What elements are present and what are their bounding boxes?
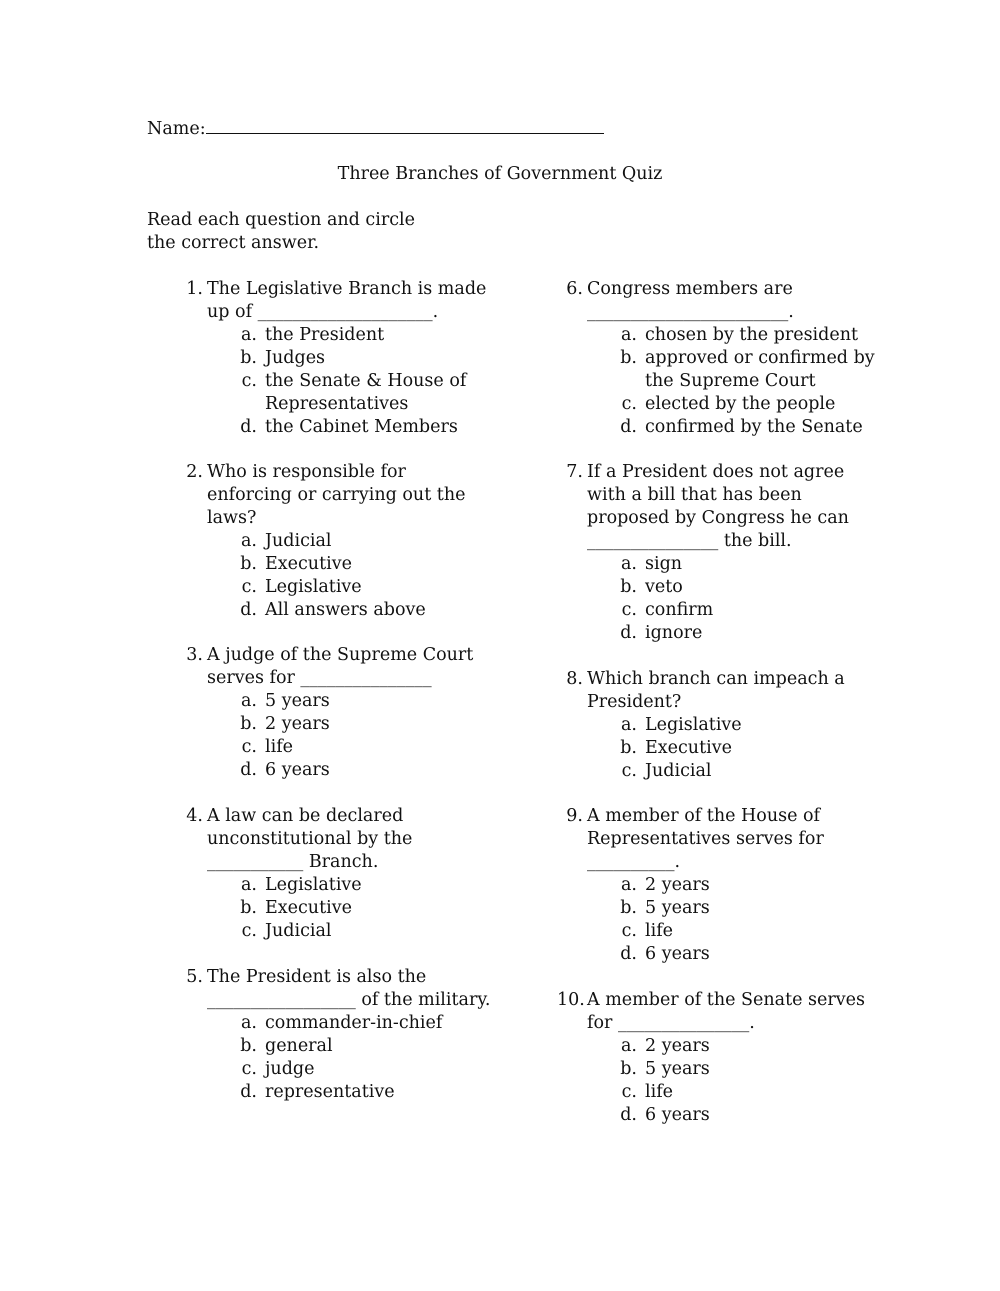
- answer-option-b[interactable]: [615, 737, 875, 760]
- option-text: 5 years: [645, 898, 710, 918]
- option-letter: c.: [241, 577, 257, 597]
- question-text-line: Who is responsible for: [207, 462, 406, 482]
- option-text: 2 years: [645, 875, 710, 895]
- question-text: [207, 644, 482, 690]
- answer-option-a[interactable]: [615, 714, 875, 737]
- option-letter: d.: [240, 1082, 257, 1102]
- option-letter: a.: [241, 875, 257, 895]
- option-text: Judicial: [645, 761, 712, 781]
- answer-options: [615, 553, 875, 645]
- name-field[interactable]: [147, 117, 604, 141]
- option-text: representative: [265, 1082, 395, 1102]
- question-text-line: serves for _______________: [207, 668, 432, 688]
- question-text: [207, 966, 491, 1012]
- question-text-line: laws?: [207, 508, 257, 528]
- option-letter: a.: [241, 325, 257, 345]
- answer-option-c[interactable]: [615, 599, 875, 622]
- instructions: Read each question and circle the correct answer.: [147, 210, 415, 253]
- option-letter: d.: [620, 944, 637, 964]
- question-text-line: __________.: [587, 852, 681, 872]
- name-blank-line[interactable]: [206, 117, 604, 134]
- option-text: 2 years: [265, 714, 330, 734]
- answer-option-a[interactable]: [615, 324, 875, 347]
- answer-option-a[interactable]: [235, 690, 495, 713]
- answer-option-c[interactable]: [235, 576, 495, 599]
- option-text: Judicial: [265, 531, 332, 551]
- option-letter: a.: [241, 1013, 257, 1033]
- option-letter: b.: [620, 577, 637, 597]
- question-number: 2.: [186, 462, 203, 482]
- answer-options: [235, 1012, 495, 1104]
- option-letter: d.: [240, 600, 257, 620]
- question-text-line: unconstitutional by the: [207, 829, 413, 849]
- question-text-line: ___________ Branch.: [207, 852, 379, 872]
- option-text: judge: [265, 1059, 315, 1079]
- question-text: [207, 805, 482, 874]
- option-letter: a.: [621, 875, 637, 895]
- option-text: confirmed by the Senate: [645, 417, 863, 437]
- option-letter: b.: [240, 348, 257, 368]
- answer-option-d[interactable]: [615, 1104, 875, 1127]
- option-letter: a.: [621, 715, 637, 735]
- question-text-line: proposed by Congress he can: [587, 508, 849, 528]
- answer-option-d[interactable]: [235, 1081, 495, 1104]
- question-text-line: Representatives serves for: [587, 829, 824, 849]
- answer-option-b[interactable]: [235, 897, 495, 920]
- option-text: life: [645, 1082, 674, 1102]
- option-text: confirm: [645, 600, 714, 620]
- question-text-line: _______________________.: [587, 302, 794, 322]
- option-letter: b.: [240, 554, 257, 574]
- option-letter: d.: [620, 417, 637, 437]
- option-text: sign: [645, 554, 683, 574]
- option-letter: c.: [621, 921, 637, 941]
- question-text-line: _______________ the bill.: [587, 531, 792, 551]
- option-letter: b.: [240, 714, 257, 734]
- question-text-line: The President is also the: [207, 967, 427, 987]
- answer-option-b[interactable]: [615, 347, 875, 393]
- question-text: [587, 461, 862, 553]
- question-text-line: for _______________.: [587, 1013, 755, 1033]
- answer-option-c[interactable]: [235, 370, 495, 416]
- option-letter: d.: [240, 760, 257, 780]
- answer-options: [235, 874, 495, 943]
- answer-option-c[interactable]: [615, 920, 875, 943]
- option-letter: a.: [621, 1036, 637, 1056]
- page-title: Three Branches of Government Quiz: [337, 164, 663, 184]
- question-text-line: A law can be declared: [207, 806, 404, 826]
- option-text: life: [645, 921, 674, 941]
- question-number: 9.: [566, 806, 583, 826]
- question-text-line: President?: [587, 692, 682, 712]
- question-number: 7.: [566, 462, 583, 482]
- option-text: Executive: [265, 898, 352, 918]
- option-letter: c.: [241, 921, 257, 941]
- answer-option-c[interactable]: [235, 1058, 495, 1081]
- option-letter: d.: [240, 417, 257, 437]
- answer-option-b[interactable]: [235, 347, 495, 370]
- answer-option-a[interactable]: [235, 1012, 495, 1035]
- question-text: [207, 461, 482, 530]
- answer-option-b[interactable]: [235, 713, 495, 736]
- answer-option-d[interactable]: [235, 759, 495, 782]
- answer-options: [235, 324, 495, 439]
- answer-options: [235, 530, 495, 622]
- option-text: 6 years: [265, 760, 330, 780]
- option-text: general: [265, 1036, 333, 1056]
- option-letter: d.: [620, 623, 637, 643]
- answer-option-c[interactable]: [615, 760, 875, 783]
- answer-options: [235, 690, 495, 782]
- option-text: commander-in-chief: [265, 1013, 443, 1033]
- answer-option-d[interactable]: [235, 416, 495, 439]
- answer-option-d[interactable]: [615, 943, 875, 966]
- option-text: Executive: [265, 554, 352, 574]
- question-number: 10.: [557, 990, 585, 1010]
- option-letter: b.: [620, 1059, 637, 1079]
- option-letter: a.: [621, 554, 637, 574]
- option-text: All answers above: [265, 600, 426, 620]
- question-number: 4.: [186, 806, 203, 826]
- question-text: [587, 668, 862, 714]
- option-text: elected by the people: [645, 394, 836, 414]
- option-letter: c.: [621, 1082, 637, 1102]
- option-text: Judges: [265, 348, 326, 368]
- answer-options: [615, 714, 875, 783]
- question-text-line: enforcing or carrying out the: [207, 485, 466, 505]
- option-letter: c.: [241, 1059, 257, 1079]
- answer-option-c[interactable]: [615, 1081, 875, 1104]
- answer-option-b[interactable]: [615, 576, 875, 599]
- question-text: [587, 989, 865, 1035]
- question-number: 1.: [186, 279, 203, 299]
- option-text: ignore: [645, 623, 703, 643]
- question-text-line: Which branch can impeach a: [587, 669, 845, 689]
- answer-options: [615, 874, 875, 966]
- question-text-line: Congress members are: [587, 279, 793, 299]
- question-text: [587, 805, 862, 874]
- option-text: approved or confirmed by the Supreme Court: [645, 348, 875, 391]
- option-letter: b.: [240, 898, 257, 918]
- answer-option-a[interactable]: [615, 874, 875, 897]
- option-text: chosen by the president: [645, 325, 859, 345]
- option-letter: b.: [240, 1036, 257, 1056]
- question-text-line: A member of the House of: [587, 806, 821, 826]
- answer-option-a[interactable]: [615, 1035, 875, 1058]
- option-text: the Senate & House of Representatives: [265, 371, 467, 414]
- question-text: [207, 278, 487, 324]
- option-letter: b.: [620, 348, 637, 368]
- question-number: 8.: [566, 669, 583, 689]
- answer-option-d[interactable]: [615, 622, 875, 645]
- option-letter: b.: [620, 898, 637, 918]
- option-text: 5 years: [645, 1059, 710, 1079]
- question-number: 5.: [186, 967, 203, 987]
- option-letter: d.: [620, 1105, 637, 1125]
- answer-option-d[interactable]: [235, 599, 495, 622]
- question-text: [587, 278, 862, 324]
- name-label: Name:: [147, 119, 206, 139]
- answer-option-a[interactable]: [235, 530, 495, 553]
- option-text: 5 years: [265, 691, 330, 711]
- answer-option-b[interactable]: [615, 897, 875, 920]
- option-text: 2 years: [645, 1036, 710, 1056]
- option-letter: c.: [241, 371, 257, 391]
- question-text-line: with a bill that has been: [587, 485, 802, 505]
- option-text: the President: [265, 325, 385, 345]
- question-number: 6.: [566, 279, 583, 299]
- answer-option-c[interactable]: [615, 393, 875, 416]
- option-text: Legislative: [265, 577, 362, 597]
- option-text: Legislative: [645, 715, 742, 735]
- answer-option-c[interactable]: [235, 920, 495, 943]
- answer-option-b[interactable]: [235, 1035, 495, 1058]
- option-text: Executive: [645, 738, 732, 758]
- option-letter: a.: [241, 691, 257, 711]
- answer-option-a[interactable]: [235, 324, 495, 347]
- option-text: Legislative: [265, 875, 362, 895]
- answer-option-d[interactable]: [615, 416, 875, 439]
- question-text-line: The Legislative Branch is made: [207, 279, 487, 299]
- option-text: 6 years: [645, 944, 710, 964]
- option-text: 6 years: [645, 1105, 710, 1125]
- answer-options: [615, 1035, 875, 1127]
- option-text: the Cabinet Members: [265, 417, 458, 437]
- option-letter: c.: [241, 737, 257, 757]
- answer-option-a[interactable]: [615, 553, 875, 576]
- question-text-line: A member of the Senate serves: [587, 990, 865, 1010]
- question-number: 3.: [186, 645, 203, 665]
- option-letter: c.: [621, 761, 637, 781]
- option-text: life: [265, 737, 294, 757]
- answer-option-a[interactable]: [235, 874, 495, 897]
- answer-option-b[interactable]: [615, 1058, 875, 1081]
- question-text-line: A judge of the Supreme Court: [207, 645, 474, 665]
- option-letter: c.: [621, 600, 637, 620]
- option-letter: c.: [621, 394, 637, 414]
- option-letter: a.: [621, 325, 637, 345]
- option-text: Judicial: [265, 921, 332, 941]
- option-text: veto: [645, 577, 683, 597]
- option-letter: a.: [241, 531, 257, 551]
- question-text-line: If a President does not agree: [587, 462, 845, 482]
- option-letter: b.: [620, 738, 637, 758]
- answer-options: [615, 324, 875, 439]
- question-text-line: _________________ of the military.: [207, 990, 491, 1010]
- answer-option-c[interactable]: [235, 736, 495, 759]
- answer-option-b[interactable]: [235, 553, 495, 576]
- question-text-line: up of ____________________.: [207, 302, 439, 322]
